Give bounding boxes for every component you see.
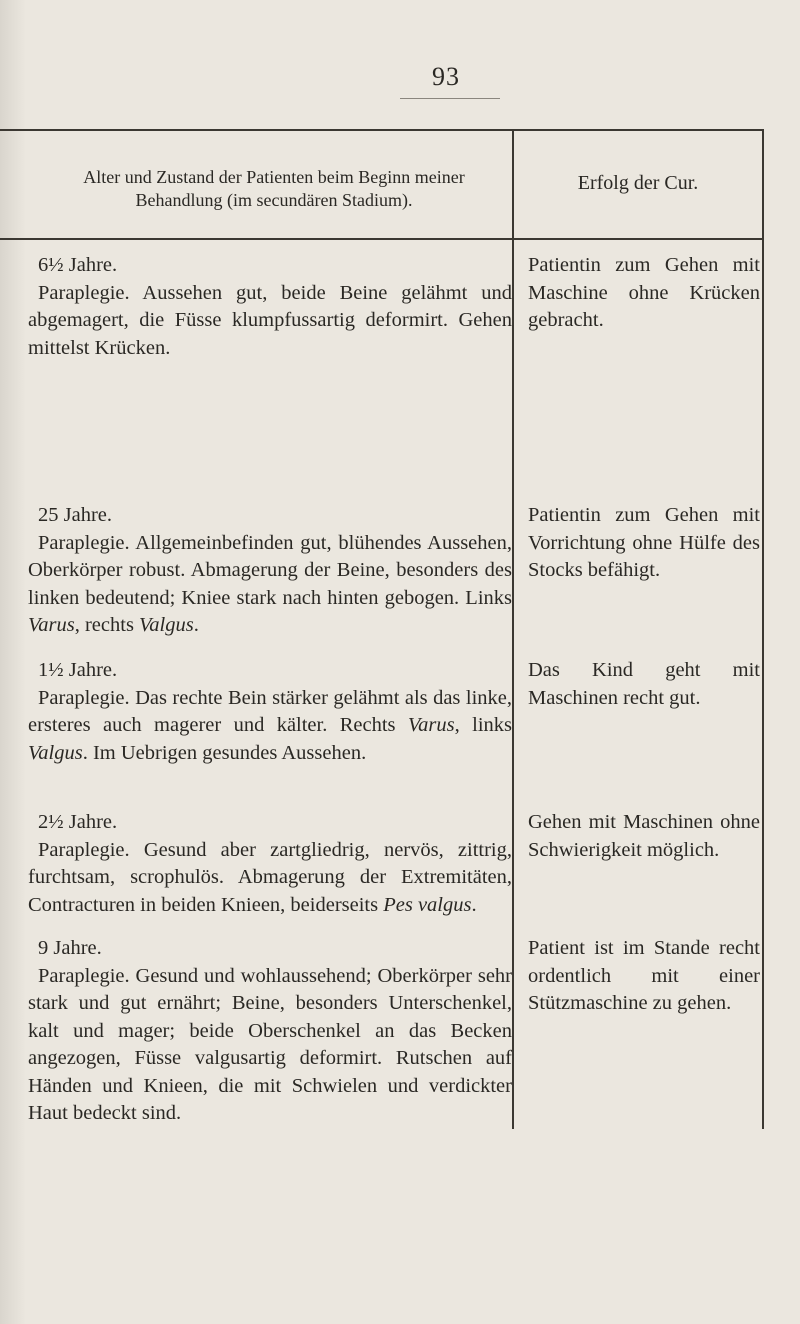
row-2-age: 25 Jahre. [38, 504, 113, 526]
table-row-3-result: Das Kind geht mit Maschinen recht gut. [528, 659, 760, 709]
column-header-patient-state: Alter und Zustand der Patienten beim Beginn meiner Behandlung (im secundären Stadium). [83, 167, 465, 210]
table-row-2-result: Patientin zum Gehen mit Vorrichtung ohne Hülfe des Stocks befähigt. [528, 504, 760, 581]
row-3-description: Paraplegie. Das rechte Bein stärker gelähmt als das linke, ersteres auch magerer und kälter. Rechts Varus, links Valgus. Im Uebrigen gesundes Aussehen. [28, 686, 512, 764]
table-row-4-result: Gehen mit Maschinen ohne Schwierigkeit möglich. [528, 811, 760, 861]
table-row-3-left [28, 657, 512, 767]
row-4-age: 2½ Jahre. [38, 811, 118, 833]
page-edge-shadow [0, 0, 26, 1324]
row-1-age: 6½ Jahre. [38, 254, 118, 276]
table-header-rule [0, 238, 764, 240]
table-row-5-result: Patient ist im Stande recht ordentlich mit einer Stützmaschine zu gehen. [528, 937, 760, 1014]
row-4-description: Paraplegie. Gesund aber zartgliedrig, nervös, zittrig, furchtsam, scrophulös. Abmagerung der Extremitäten, Contracturen in beiden Knieen, beiderseits Pes valgus. [28, 838, 512, 916]
row-5-description: Paraplegie. Gesund und wohlaussehend; Oberkörper sehr stark und gut ernährt; Beine, besonders Unterschenkel, kalt und mager; beide Oberschenkel an das Becken angezogen, Füsse valgusartig deformirt. Rutschen auf Händen und Knieen, die mit Schwielen und verdickter Haut bedeckt sind. [28, 964, 512, 1124]
table-right-border [762, 129, 764, 1129]
table-row-2-left [28, 502, 512, 640]
row-5-age: 9 Jahre. [38, 937, 102, 959]
page-number: 93 [432, 62, 460, 91]
column-header-result: Erfolg der Cur. [577, 172, 699, 194]
page-number-rule [400, 98, 500, 99]
table-row-1-result: Patientin zum Gehen mit Maschine ohne Krücken gebracht. [528, 254, 760, 331]
table-column-divider [512, 129, 514, 1129]
row-1-description: Paraplegie. Aussehen gut, beide Beine gelähmt und abgemagert, die Füsse klumpfussartig deformirt. Gehen mittelst Krücken. [28, 281, 512, 359]
table-row-4-left [28, 809, 512, 919]
table-row-5-left [28, 935, 512, 1128]
table-row-1-left [28, 252, 512, 362]
table-top-rule [0, 129, 764, 131]
row-3-age: 1½ Jahre. [38, 659, 118, 681]
row-2-description: Paraplegie. Allgemeinbefinden gut, blühendes Aussehen, Oberkörper robust. Abmagerung der Beine, besonders des linken bedeutend; Kniee stark nach hinten gebogen. Links Varus, rechts Valgus. [28, 531, 512, 636]
